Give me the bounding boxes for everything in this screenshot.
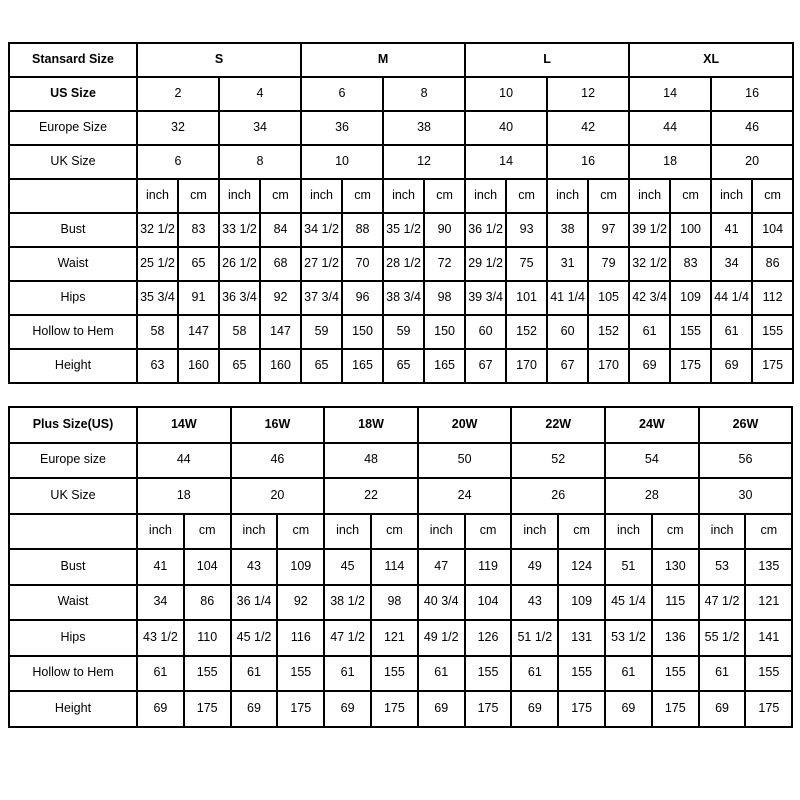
cell-bust-8: 36 1/2 (465, 213, 506, 247)
plus-cell-bust-6: 47 (418, 549, 465, 585)
cell-hollow-10: 60 (547, 315, 588, 349)
cell-hollow-12: 61 (629, 315, 670, 349)
cell-bust-2: 33 1/2 (219, 213, 260, 247)
cell-uk-size-1: 8 (219, 145, 301, 179)
plus-cell-bust-11: 130 (652, 549, 699, 585)
plus-cell-europe-6: 56 (699, 443, 793, 479)
cell-hollow-1: 147 (178, 315, 219, 349)
plus-cell-hollow-11: 155 (652, 656, 699, 692)
plus-cell-europe-4: 52 (511, 443, 605, 479)
plus-cell-waist-6: 40 3/4 (418, 585, 465, 621)
cell-hips-10: 41 1/4 (547, 281, 588, 315)
cell-hips-12: 42 3/4 (629, 281, 670, 315)
plus-cell-height-2: 69 (231, 691, 278, 727)
cell-waist-15: 86 (752, 247, 793, 281)
plus-cell-europe-1: 46 (231, 443, 325, 479)
row-label-europe-size: Europe Size (9, 111, 137, 145)
cell-hollow-0: 58 (137, 315, 178, 349)
cell-height-12: 69 (629, 349, 670, 383)
cell-hollow-13: 155 (670, 315, 711, 349)
plus-cell-waist-1: 86 (184, 585, 231, 621)
row-label-units (9, 179, 137, 213)
cell-bust-14: 41 (711, 213, 752, 247)
table-row-us-size (9, 77, 793, 111)
plus-size-section (8, 406, 792, 728)
plus-row-label-hips: Hips (9, 620, 137, 656)
plus-cell-hips-9: 131 (558, 620, 605, 656)
cell-uk-size-5: 16 (547, 145, 629, 179)
plus-cell-bust-0: 41 (137, 549, 184, 585)
cell-height-14: 69 (711, 349, 752, 383)
plus-cell-europe-5: 54 (605, 443, 699, 479)
plus-cell-hips-2: 45 1/2 (231, 620, 278, 656)
cell-uk-size-7: 20 (711, 145, 793, 179)
cell-hollow-14: 61 (711, 315, 752, 349)
plus-size-6: 26W (699, 407, 793, 443)
plus-cell-bust-4: 45 (324, 549, 371, 585)
cell-bust-7: 90 (424, 213, 465, 247)
cell-hollow-8: 60 (465, 315, 506, 349)
plus-cell-bust-3: 109 (277, 549, 324, 585)
plus-unit-cell-7: cm (465, 514, 512, 550)
cell-waist-8: 29 1/2 (465, 247, 506, 281)
cell-waist-6: 28 1/2 (383, 247, 424, 281)
row-label-hollow-to-hem: Hollow to Hem (9, 315, 137, 349)
plus-cell-waist-0: 34 (137, 585, 184, 621)
plus-row-label-bust: Bust (9, 549, 137, 585)
unit-cell-5: cm (342, 179, 383, 213)
plus-cell-height-5: 175 (371, 691, 418, 727)
cell-bust-0: 32 1/2 (137, 213, 178, 247)
cell-us-size-7: 16 (711, 77, 793, 111)
plus-cell-bust-9: 124 (558, 549, 605, 585)
table-row-units (9, 179, 793, 213)
plus-cell-waist-4: 38 1/2 (324, 585, 371, 621)
cell-waist-12: 32 1/2 (629, 247, 670, 281)
plus-cell-hollow-3: 155 (277, 656, 324, 692)
table-row-height (9, 349, 793, 383)
group-header-m: M (301, 43, 465, 77)
plus-cell-bust-8: 49 (511, 549, 558, 585)
plus-cell-height-4: 69 (324, 691, 371, 727)
plus-cell-hollow-9: 155 (558, 656, 605, 692)
cell-uk-size-3: 12 (383, 145, 465, 179)
table-row-plus-waist (9, 585, 792, 621)
cell-bust-4: 34 1/2 (301, 213, 342, 247)
plus-cell-uk-3: 24 (418, 478, 512, 514)
unit-cell-11: cm (588, 179, 629, 213)
cell-hips-2: 36 3/4 (219, 281, 260, 315)
cell-hollow-6: 59 (383, 315, 424, 349)
plus-cell-hips-3: 116 (277, 620, 324, 656)
unit-cell-1: cm (178, 179, 219, 213)
cell-height-0: 63 (137, 349, 178, 383)
plus-unit-cell-9: cm (558, 514, 605, 550)
cell-height-7: 165 (424, 349, 465, 383)
cell-waist-7: 72 (424, 247, 465, 281)
unit-cell-8: inch (465, 179, 506, 213)
cell-hips-9: 101 (506, 281, 547, 315)
plus-cell-hips-1: 110 (184, 620, 231, 656)
plus-cell-waist-12: 47 1/2 (699, 585, 746, 621)
plus-cell-hips-5: 121 (371, 620, 418, 656)
cell-height-13: 175 (670, 349, 711, 383)
plus-cell-height-0: 69 (137, 691, 184, 727)
unit-cell-6: inch (383, 179, 424, 213)
cell-us-size-4: 10 (465, 77, 547, 111)
plus-cell-hips-12: 55 1/2 (699, 620, 746, 656)
plus-cell-height-11: 175 (652, 691, 699, 727)
cell-us-size-6: 14 (629, 77, 711, 111)
plus-cell-hips-4: 47 1/2 (324, 620, 371, 656)
plus-cell-hollow-6: 61 (418, 656, 465, 692)
cell-hollow-9: 152 (506, 315, 547, 349)
cell-europe-size-7: 46 (711, 111, 793, 145)
plus-cell-uk-4: 26 (511, 478, 605, 514)
plus-cell-uk-0: 18 (137, 478, 231, 514)
plus-cell-hips-0: 43 1/2 (137, 620, 184, 656)
cell-hollow-3: 147 (260, 315, 301, 349)
cell-height-4: 65 (301, 349, 342, 383)
cell-bust-12: 39 1/2 (629, 213, 670, 247)
unit-cell-0: inch (137, 179, 178, 213)
plus-cell-waist-10: 45 1/4 (605, 585, 652, 621)
row-label-uk-size: UK Size (9, 145, 137, 179)
unit-cell-4: inch (301, 179, 342, 213)
cell-hollow-2: 58 (219, 315, 260, 349)
group-header-s: S (137, 43, 301, 77)
cell-waist-14: 34 (711, 247, 752, 281)
plus-cell-hips-6: 49 1/2 (418, 620, 465, 656)
plus-cell-hips-13: 141 (745, 620, 792, 656)
table-row-waist (9, 247, 793, 281)
plus-cell-hollow-8: 61 (511, 656, 558, 692)
table-row-europe-size (9, 111, 793, 145)
cell-height-2: 65 (219, 349, 260, 383)
cell-hollow-11: 152 (588, 315, 629, 349)
table-row-group-headers (9, 43, 793, 77)
cell-hips-4: 37 3/4 (301, 281, 342, 315)
cell-bust-11: 97 (588, 213, 629, 247)
cell-height-5: 165 (342, 349, 383, 383)
unit-cell-7: cm (424, 179, 465, 213)
plus-cell-height-1: 175 (184, 691, 231, 727)
unit-cell-12: inch (629, 179, 670, 213)
cell-uk-size-0: 6 (137, 145, 219, 179)
cell-bust-3: 84 (260, 213, 301, 247)
cell-height-11: 170 (588, 349, 629, 383)
cell-hips-0: 35 3/4 (137, 281, 178, 315)
unit-cell-13: cm (670, 179, 711, 213)
plus-cell-waist-9: 109 (558, 585, 605, 621)
row-label-waist: Waist (9, 247, 137, 281)
cell-uk-size-6: 18 (629, 145, 711, 179)
plus-cell-hollow-0: 61 (137, 656, 184, 692)
cell-waist-3: 68 (260, 247, 301, 281)
table-row-hollow-to-hem (9, 315, 793, 349)
cell-bust-9: 93 (506, 213, 547, 247)
cell-europe-size-0: 32 (137, 111, 219, 145)
cell-height-9: 170 (506, 349, 547, 383)
plus-size-0: 14W (137, 407, 231, 443)
plus-cell-waist-3: 92 (277, 585, 324, 621)
cell-uk-size-2: 10 (301, 145, 383, 179)
group-header-xl: XL (629, 43, 793, 77)
cell-europe-size-6: 44 (629, 111, 711, 145)
plus-size-5: 24W (605, 407, 699, 443)
cell-waist-4: 27 1/2 (301, 247, 342, 281)
cell-europe-size-3: 38 (383, 111, 465, 145)
plus-cell-waist-7: 104 (465, 585, 512, 621)
cell-hips-6: 38 3/4 (383, 281, 424, 315)
table-row-uk-size (9, 145, 793, 179)
cell-waist-9: 75 (506, 247, 547, 281)
plus-size-table (8, 406, 793, 728)
plus-cell-hollow-12: 61 (699, 656, 746, 692)
cell-height-1: 160 (178, 349, 219, 383)
cell-bust-1: 83 (178, 213, 219, 247)
plus-cell-waist-8: 43 (511, 585, 558, 621)
plus-unit-cell-3: cm (277, 514, 324, 550)
cell-hips-11: 105 (588, 281, 629, 315)
cell-waist-11: 79 (588, 247, 629, 281)
unit-cell-3: cm (260, 179, 301, 213)
unit-cell-14: inch (711, 179, 752, 213)
plus-unit-cell-10: inch (605, 514, 652, 550)
plus-cell-bust-7: 119 (465, 549, 512, 585)
row-label-us-size: US Size (9, 77, 137, 111)
cell-hips-14: 44 1/4 (711, 281, 752, 315)
plus-cell-bust-12: 53 (699, 549, 746, 585)
plus-size-2: 18W (324, 407, 418, 443)
cell-hollow-15: 155 (752, 315, 793, 349)
cell-waist-2: 26 1/2 (219, 247, 260, 281)
plus-cell-uk-6: 30 (699, 478, 793, 514)
cell-hips-7: 98 (424, 281, 465, 315)
table-row-hips (9, 281, 793, 315)
cell-bust-13: 100 (670, 213, 711, 247)
plus-cell-bust-10: 51 (605, 549, 652, 585)
standard-size-table (8, 42, 794, 384)
plus-cell-height-3: 175 (277, 691, 324, 727)
table-row-plus-hips (9, 620, 792, 656)
plus-unit-cell-13: cm (745, 514, 792, 550)
plus-cell-bust-1: 104 (184, 549, 231, 585)
plus-cell-waist-11: 115 (652, 585, 699, 621)
plus-cell-height-10: 69 (605, 691, 652, 727)
table-row-plus-units (9, 514, 792, 550)
plus-cell-height-12: 69 (699, 691, 746, 727)
cell-europe-size-2: 36 (301, 111, 383, 145)
plus-size-3: 20W (418, 407, 512, 443)
row-label-height: Height (9, 349, 137, 383)
plus-size-4: 22W (511, 407, 605, 443)
plus-unit-cell-8: inch (511, 514, 558, 550)
plus-cell-europe-3: 50 (418, 443, 512, 479)
unit-cell-15: cm (752, 179, 793, 213)
table-row-plus-sizes (9, 407, 792, 443)
cell-hips-8: 39 3/4 (465, 281, 506, 315)
standard-corner-label: Stansard Size (9, 43, 137, 77)
cell-hips-15: 112 (752, 281, 793, 315)
plus-row-label-hollow-to-hem: Hollow to Hem (9, 656, 137, 692)
plus-cell-hollow-1: 155 (184, 656, 231, 692)
cell-bust-15: 104 (752, 213, 793, 247)
cell-hips-5: 96 (342, 281, 383, 315)
unit-cell-2: inch (219, 179, 260, 213)
cell-bust-5: 88 (342, 213, 383, 247)
cell-bust-10: 38 (547, 213, 588, 247)
plus-cell-hips-8: 51 1/2 (511, 620, 558, 656)
plus-cell-uk-5: 28 (605, 478, 699, 514)
cell-hollow-5: 150 (342, 315, 383, 349)
plus-cell-height-8: 69 (511, 691, 558, 727)
plus-cell-hollow-7: 155 (465, 656, 512, 692)
plus-cell-height-7: 175 (465, 691, 512, 727)
cell-europe-size-1: 34 (219, 111, 301, 145)
cell-waist-5: 70 (342, 247, 383, 281)
plus-cell-waist-13: 121 (745, 585, 792, 621)
plus-unit-cell-4: inch (324, 514, 371, 550)
plus-unit-cell-11: cm (652, 514, 699, 550)
table-row-plus-europe-size (9, 443, 792, 479)
plus-cell-uk-1: 20 (231, 478, 325, 514)
table-row-plus-bust (9, 549, 792, 585)
cell-waist-13: 83 (670, 247, 711, 281)
cell-height-15: 175 (752, 349, 793, 383)
table-row-bust (9, 213, 793, 247)
plus-cell-waist-5: 98 (371, 585, 418, 621)
plus-size-1: 16W (231, 407, 325, 443)
plus-cell-waist-2: 36 1/4 (231, 585, 278, 621)
plus-cell-bust-5: 114 (371, 549, 418, 585)
cell-us-size-5: 12 (547, 77, 629, 111)
cell-uk-size-4: 14 (465, 145, 547, 179)
plus-unit-cell-0: inch (137, 514, 184, 550)
cell-europe-size-5: 42 (547, 111, 629, 145)
plus-row-label-height: Height (9, 691, 137, 727)
cell-us-size-1: 4 (219, 77, 301, 111)
cell-waist-1: 65 (178, 247, 219, 281)
plus-row-label-units (9, 514, 137, 550)
plus-cell-hollow-4: 61 (324, 656, 371, 692)
cell-height-10: 67 (547, 349, 588, 383)
plus-cell-height-6: 69 (418, 691, 465, 727)
plus-unit-cell-6: inch (418, 514, 465, 550)
plus-cell-europe-2: 48 (324, 443, 418, 479)
cell-us-size-0: 2 (137, 77, 219, 111)
plus-unit-cell-1: cm (184, 514, 231, 550)
cell-hips-13: 109 (670, 281, 711, 315)
plus-cell-height-9: 175 (558, 691, 605, 727)
plus-corner-label: Plus Size(US) (9, 407, 137, 443)
plus-unit-cell-12: inch (699, 514, 746, 550)
cell-hips-3: 92 (260, 281, 301, 315)
plus-cell-hips-7: 126 (465, 620, 512, 656)
plus-cell-bust-2: 43 (231, 549, 278, 585)
table-row-plus-hollow-to-hem (9, 656, 792, 692)
plus-cell-europe-0: 44 (137, 443, 231, 479)
cell-us-size-2: 6 (301, 77, 383, 111)
cell-bust-6: 35 1/2 (383, 213, 424, 247)
unit-cell-9: cm (506, 179, 547, 213)
plus-unit-cell-5: cm (371, 514, 418, 550)
table-row-plus-height (9, 691, 792, 727)
unit-cell-10: inch (547, 179, 588, 213)
cell-hips-1: 91 (178, 281, 219, 315)
plus-cell-hollow-13: 155 (745, 656, 792, 692)
plus-cell-uk-2: 22 (324, 478, 418, 514)
table-row-plus-uk-size (9, 478, 792, 514)
cell-europe-size-4: 40 (465, 111, 547, 145)
cell-hollow-7: 150 (424, 315, 465, 349)
size-chart-sheet (8, 42, 792, 728)
plus-cell-hollow-5: 155 (371, 656, 418, 692)
row-label-bust: Bust (9, 213, 137, 247)
plus-row-label-waist: Waist (9, 585, 137, 621)
plus-row-label-uk-size: UK Size (9, 478, 137, 514)
plus-cell-hips-10: 53 1/2 (605, 620, 652, 656)
cell-hollow-4: 59 (301, 315, 342, 349)
plus-cell-height-13: 175 (745, 691, 792, 727)
plus-cell-hollow-2: 61 (231, 656, 278, 692)
cell-us-size-3: 8 (383, 77, 465, 111)
cell-height-3: 160 (260, 349, 301, 383)
group-header-l: L (465, 43, 629, 77)
cell-height-6: 65 (383, 349, 424, 383)
cell-height-8: 67 (465, 349, 506, 383)
plus-cell-hollow-10: 61 (605, 656, 652, 692)
plus-row-label-europe-size: Europe size (9, 443, 137, 479)
plus-cell-bust-13: 135 (745, 549, 792, 585)
row-label-hips: Hips (9, 281, 137, 315)
plus-cell-hips-11: 136 (652, 620, 699, 656)
plus-unit-cell-2: inch (231, 514, 278, 550)
cell-waist-10: 31 (547, 247, 588, 281)
cell-waist-0: 25 1/2 (137, 247, 178, 281)
